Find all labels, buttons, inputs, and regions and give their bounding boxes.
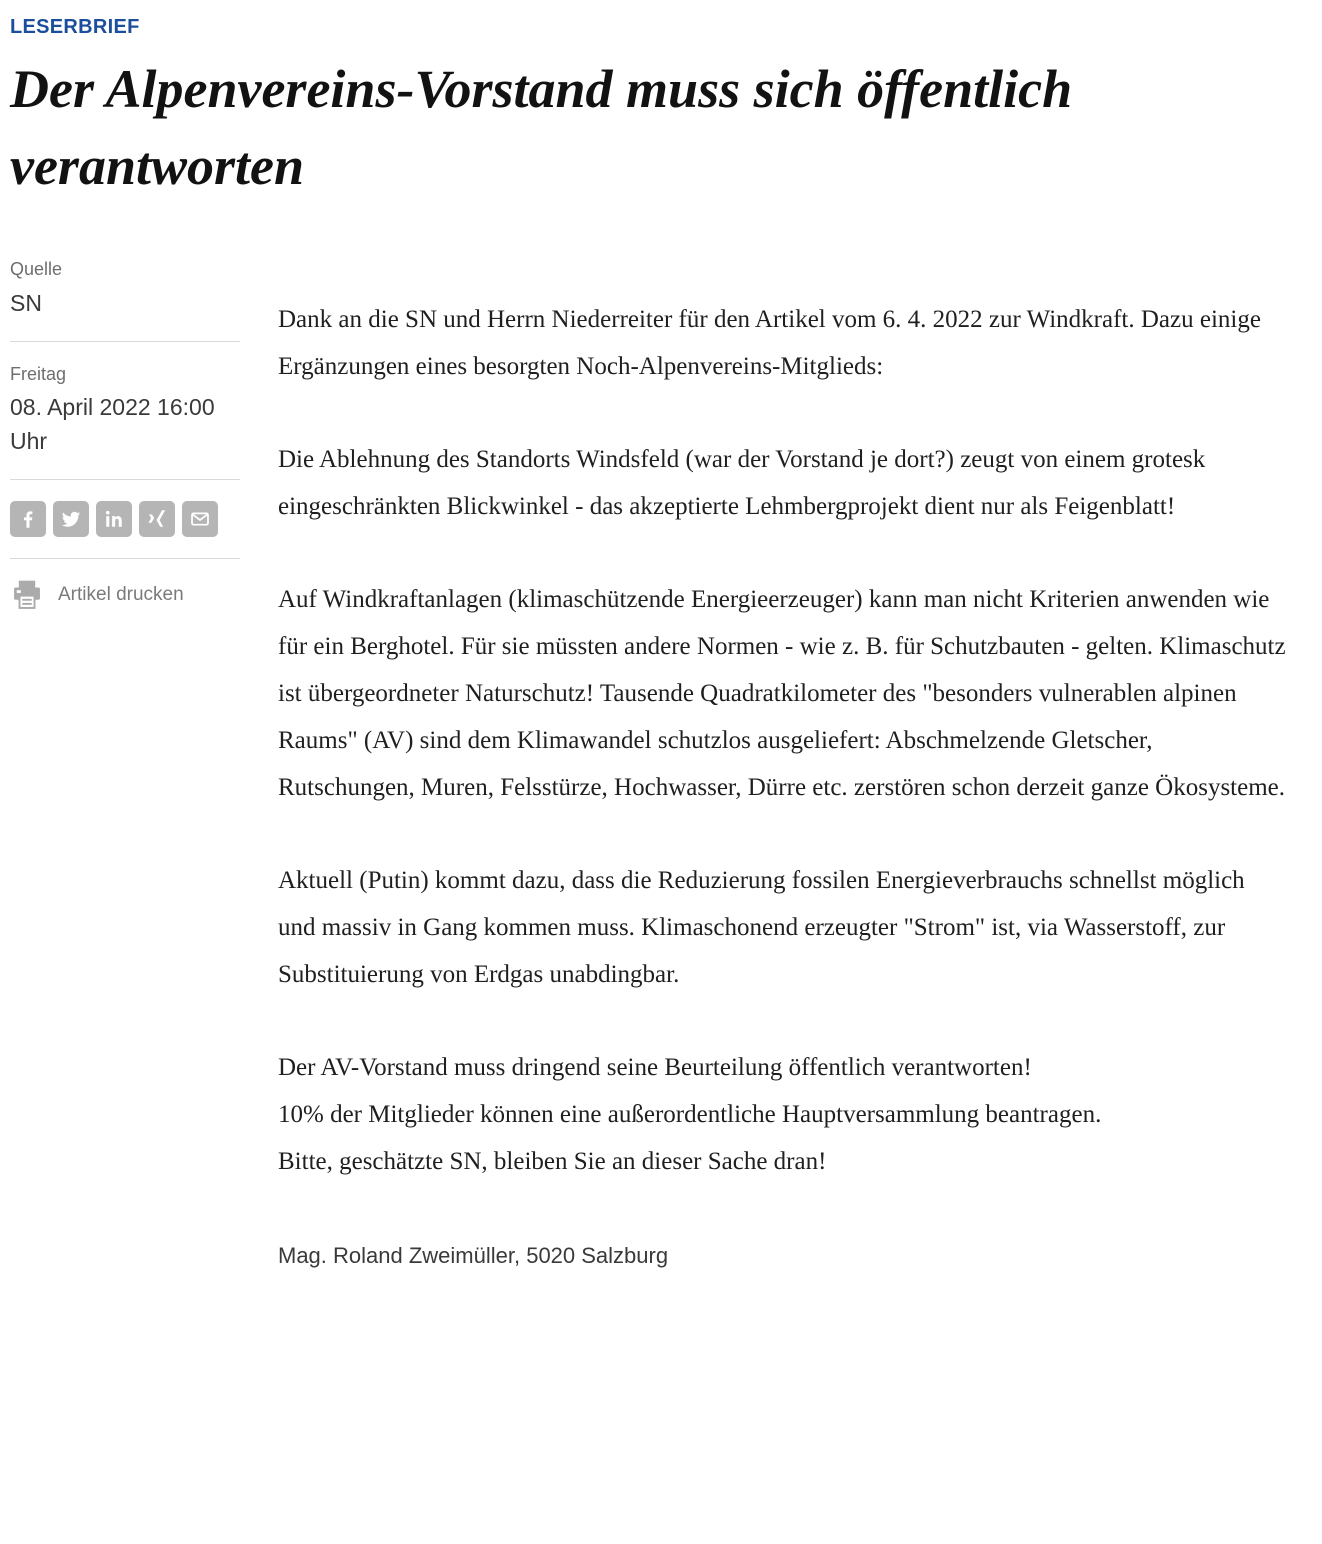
facebook-share-button[interactable]: [10, 501, 46, 537]
linkedin-icon: [103, 508, 125, 530]
sidebar-divider: [10, 479, 240, 480]
xing-share-button[interactable]: [139, 501, 175, 537]
article-title: Der Alpenvereins-Vorstand muss sich öffentlich verantworten: [10, 59, 1073, 196]
article-content: [10, 254, 1292, 1269]
source-value: SN: [10, 289, 42, 316]
email-icon: [189, 508, 211, 530]
article-body: [278, 254, 1286, 1269]
source-label: Quelle: [10, 259, 63, 280]
sidebar-divider: [10, 558, 240, 559]
print-label: Artikel drucken: [58, 584, 184, 606]
linkedin-share-button[interactable]: [96, 501, 132, 537]
print-article-button[interactable]: [10, 580, 240, 610]
article-paragraph: Der AV-Vorstand muss dringend seine Beurteilung öffentlich verantworten! 10% der Mitglieder können eine außerordentliche Hauptversammlung beantragen. Bitte, geschätzte SN, bleiben Sie an dieser Sache dran!: [278, 1054, 1102, 1176]
facebook-icon: [17, 508, 39, 530]
date-day-label: Freitag: [10, 364, 67, 385]
date-block: [10, 363, 240, 458]
twitter-icon: [60, 508, 82, 530]
article-meta-sidebar: [10, 254, 240, 610]
article-paragraphs: [278, 296, 1286, 1185]
article-paragraph: Aktuell (Putin) kommt dazu, dass die Reduzierung fossilen Energieverbrauchs schnellst möglich und massiv in Gang kommen muss. Klimaschonend erzeugter "Strom" ist, via Wasserstoff, zur Substituierung von Erdgas unabdingbar.: [278, 867, 1245, 989]
printer-icon: [10, 580, 44, 610]
twitter-share-button[interactable]: [53, 501, 89, 537]
xing-icon: [146, 508, 168, 530]
article-paragraph: Dank an die SN und Herrn Niederreiter für den Artikel vom 6. 4. 2022 zur Windkraft. Dazu einige Ergänzungen eines besorgten Noch-Alpenvereins-Mitglieds:: [278, 306, 1261, 381]
article-paragraph: Die Ablehnung des Standorts Windsfeld (war der Vorstand je dort?) zeugt von einem grotesk eingeschränkten Blickwinkel - das akzeptierte Lehmbergprojekt dient nur als Feigenblatt!: [278, 446, 1206, 521]
sidebar-divider: [10, 341, 240, 342]
date-value: 08. April 2022 16:00 Uhr: [10, 394, 215, 454]
article-signature: Mag. Roland Zweimüller, 5020 Salzburg: [278, 1243, 669, 1269]
article-paragraph: Auf Windkraftanlagen (klimaschützende Energieerzeuger) kann man nicht Kriterien anwenden wie für ein Berghotel. Für sie müssten andere Normen - wie z. B. für Schutzbauten - gelten. Klimaschutz ist übergeordneter Naturschutz! Tausende Quadratkilometer des "besonders vulnerablen alpinen Raums" (AV) sind dem Klimawandel schutzlos ausgeliefert: Abschmelzende Gletscher, Rutschungen, Muren, Felsstürze, Hochwasser, Dürre etc. zerstören schon derzeit ganze Ökosysteme.: [278, 586, 1286, 802]
share-buttons-row: [10, 501, 240, 537]
email-share-button[interactable]: [182, 501, 218, 537]
source-block: [10, 258, 240, 320]
kicker-link[interactable]: LESERBRIEF: [10, 16, 140, 38]
